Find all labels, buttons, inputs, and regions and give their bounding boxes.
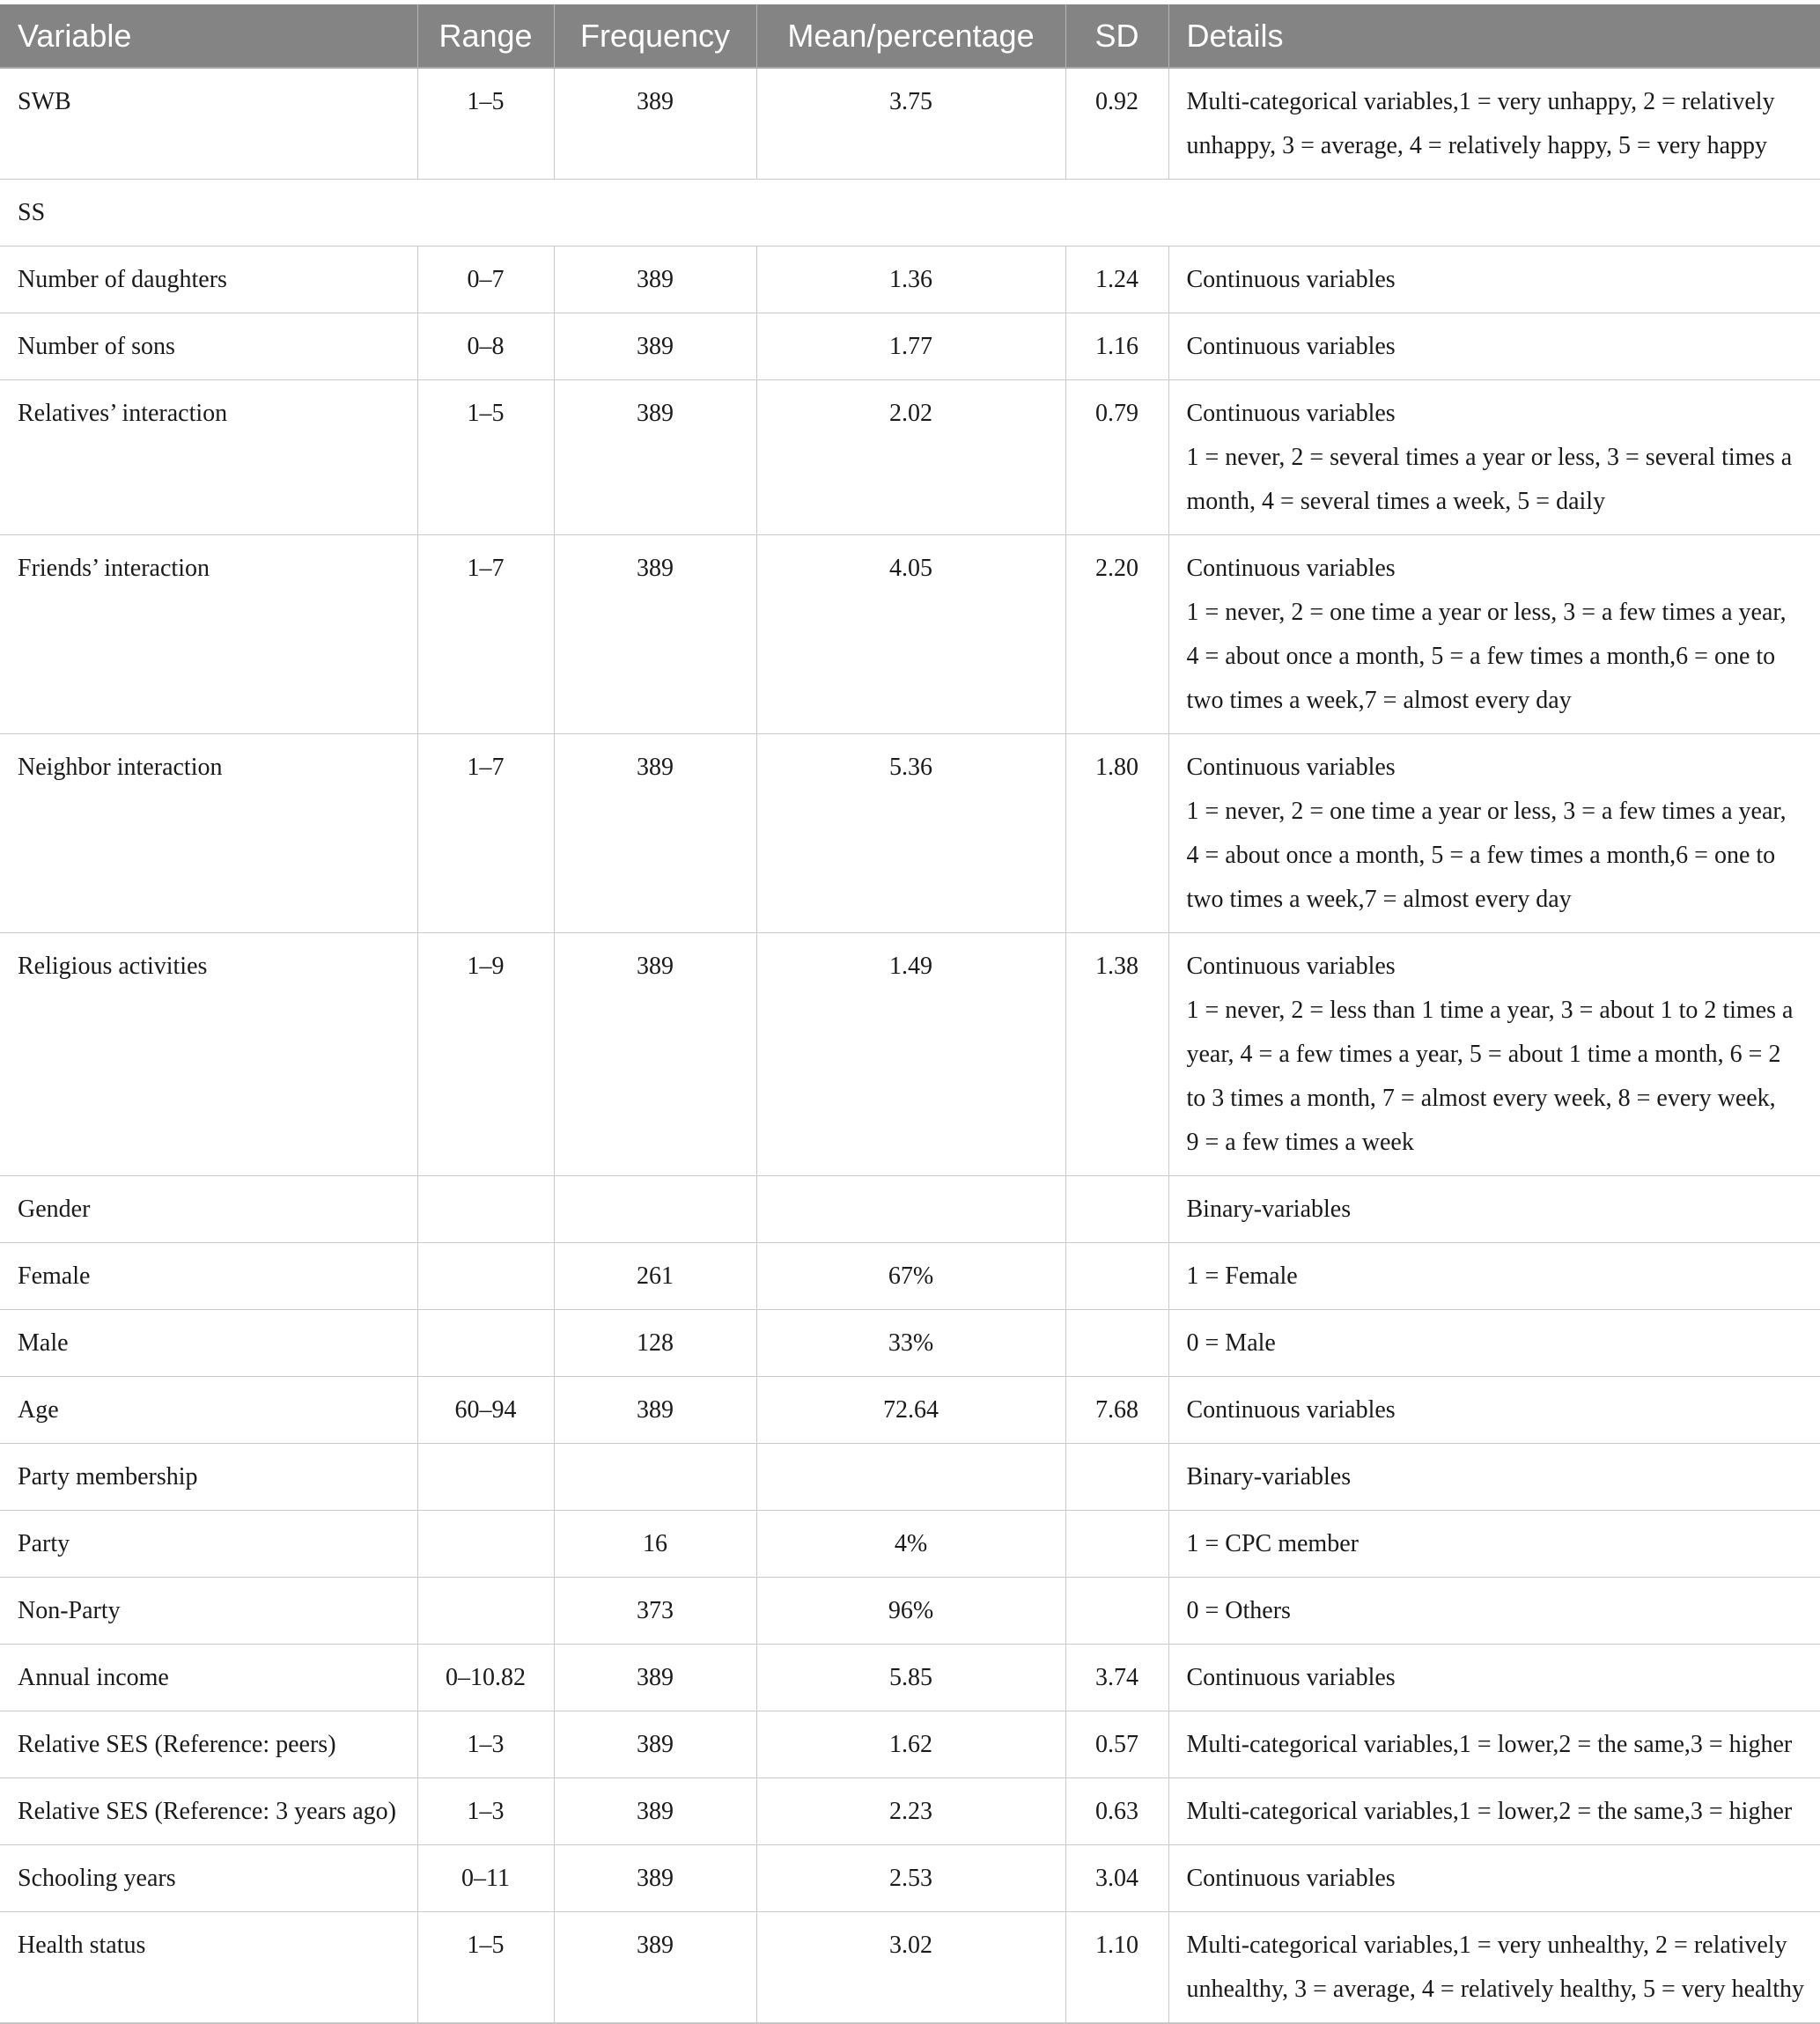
cell-variable: Religious activities <box>0 933 417 1176</box>
cell-sd: 3.04 <box>1065 1845 1168 1912</box>
cell-sd <box>1065 1310 1168 1377</box>
section-label: SS <box>0 180 1820 247</box>
details-line: Continuous variables <box>1186 555 1396 582</box>
cell-range: 1–7 <box>417 734 554 933</box>
cell-details <box>1168 1511 1820 1578</box>
table-row <box>0 1711 1820 1778</box>
cell-variable: Relative SES (Reference: peers) <box>0 1711 417 1778</box>
cell-details <box>1168 247 1820 313</box>
cell-range: 1–5 <box>417 380 554 535</box>
cell-details <box>1168 380 1820 535</box>
details-line: Continuous variables <box>1186 400 1396 427</box>
cell-mean-percentage: 3.75 <box>756 68 1065 180</box>
details-line: 4 = about once a month, 5 = a few times a month,6 = one to <box>1186 643 1776 670</box>
cell-range: 1–3 <box>417 1778 554 1845</box>
cell-frequency: 389 <box>554 68 756 180</box>
cell-mean-percentage <box>756 1444 1065 1511</box>
cell-frequency: 389 <box>554 313 756 380</box>
details-line: year, 4 = a few times a year, 5 = about 1 time a month, 6 = 2 <box>1186 1041 1781 1068</box>
cell-variable: Age <box>0 1377 417 1444</box>
cell-sd: 7.68 <box>1065 1377 1168 1444</box>
cell-details <box>1168 1176 1820 1243</box>
details-line: month, 4 = several times a week, 5 = daily <box>1186 488 1606 515</box>
table-body <box>0 68 1820 2023</box>
cell-mean-percentage: 5.36 <box>756 734 1065 933</box>
cell-range <box>417 1511 554 1578</box>
cell-frequency: 389 <box>554 933 756 1176</box>
details-line: unhappy, 3 = average, 4 = relatively happy, 5 = very happy <box>1186 132 1768 159</box>
cell-frequency: 261 <box>554 1243 756 1310</box>
cell-frequency: 389 <box>554 535 756 734</box>
cell-variable: Male <box>0 1310 417 1377</box>
cell-details <box>1168 1578 1820 1645</box>
cell-details <box>1168 1845 1820 1912</box>
cell-details <box>1168 933 1820 1176</box>
cell-frequency: 389 <box>554 1711 756 1778</box>
table-row <box>0 1778 1820 1845</box>
table-row <box>0 380 1820 535</box>
cell-variable: Gender <box>0 1176 417 1243</box>
table-row <box>0 535 1820 734</box>
cell-range: 0–7 <box>417 247 554 313</box>
table-row <box>0 1310 1820 1377</box>
header-mean-percentage: Mean/percentage <box>756 4 1065 68</box>
cell-frequency: 389 <box>554 1845 756 1912</box>
cell-range: 0–10.82 <box>417 1645 554 1711</box>
cell-mean-percentage: 33% <box>756 1310 1065 1377</box>
cell-variable: Relatives’ interaction <box>0 380 417 535</box>
cell-variable: Number of sons <box>0 313 417 380</box>
cell-mean-percentage: 5.85 <box>756 1645 1065 1711</box>
cell-variable: Schooling years <box>0 1845 417 1912</box>
cell-range <box>417 1444 554 1511</box>
table-row <box>0 1511 1820 1578</box>
cell-variable: Relative SES (Reference: 3 years ago) <box>0 1778 417 1845</box>
cell-mean-percentage: 1.36 <box>756 247 1065 313</box>
cell-mean-percentage: 72.64 <box>756 1377 1065 1444</box>
cell-frequency: 128 <box>554 1310 756 1377</box>
details-line: to 3 times a month, 7 = almost every week, 8 = every week, <box>1186 1085 1776 1112</box>
cell-range: 1–7 <box>417 535 554 734</box>
table-row <box>0 247 1820 313</box>
header-range: Range <box>417 4 554 68</box>
cell-range: 60–94 <box>417 1377 554 1444</box>
cell-details <box>1168 1645 1820 1711</box>
table-row <box>0 313 1820 380</box>
details-line: unhealthy, 3 = average, 4 = relatively healthy, 5 = very healthy <box>1186 1976 1804 2003</box>
cell-mean-percentage: 4% <box>756 1511 1065 1578</box>
table-row <box>0 734 1820 933</box>
cell-mean-percentage: 2.23 <box>756 1778 1065 1845</box>
cell-range <box>417 1176 554 1243</box>
details-line: 1 = CPC member <box>1186 1530 1359 1557</box>
cell-details <box>1168 1444 1820 1511</box>
cell-range: 1–3 <box>417 1711 554 1778</box>
details-line: Continuous variables <box>1186 266 1396 293</box>
cell-frequency: 389 <box>554 247 756 313</box>
cell-details <box>1168 1243 1820 1310</box>
cell-details <box>1168 313 1820 380</box>
cell-variable: Non-Party <box>0 1578 417 1645</box>
cell-sd: 1.16 <box>1065 313 1168 380</box>
details-line: two times a week,7 = almost every day <box>1186 886 1572 913</box>
cell-variable: Neighbor interaction <box>0 734 417 933</box>
cell-range: 0–11 <box>417 1845 554 1912</box>
cell-sd <box>1065 1578 1168 1645</box>
cell-sd <box>1065 1176 1168 1243</box>
details-line: Continuous variables <box>1186 333 1396 360</box>
details-line: Continuous variables <box>1186 953 1396 980</box>
details-line: 0 = Male <box>1186 1329 1276 1357</box>
cell-range <box>417 1310 554 1377</box>
cell-frequency: 389 <box>554 734 756 933</box>
cell-variable: Party membership <box>0 1444 417 1511</box>
cell-variable: Friends’ interaction <box>0 535 417 734</box>
cell-sd: 1.38 <box>1065 933 1168 1176</box>
cell-frequency: 389 <box>554 1778 756 1845</box>
details-line: 1 = Female <box>1186 1262 1298 1290</box>
details-line: Multi-categorical variables,1 = very unhealthy, 2 = relatively <box>1186 1932 1787 1959</box>
details-line: 1 = never, 2 = one time a year or less, 3 = a few times a year, <box>1186 599 1787 626</box>
details-line: 4 = about once a month, 5 = a few times a month,6 = one to <box>1186 842 1776 869</box>
table-row <box>0 1377 1820 1444</box>
table-row <box>0 1578 1820 1645</box>
details-line: 9 = a few times a week <box>1186 1129 1414 1156</box>
cell-sd: 3.74 <box>1065 1645 1168 1711</box>
cell-sd: 1.10 <box>1065 1912 1168 2024</box>
cell-frequency <box>554 1444 756 1511</box>
cell-mean-percentage: 1.77 <box>756 313 1065 380</box>
cell-range: 1–5 <box>417 1912 554 2024</box>
cell-variable: Party <box>0 1511 417 1578</box>
cell-frequency: 389 <box>554 1645 756 1711</box>
cell-frequency: 389 <box>554 380 756 535</box>
cell-details <box>1168 68 1820 180</box>
table-row <box>0 933 1820 1176</box>
cell-mean-percentage: 2.53 <box>756 1845 1065 1912</box>
table-row <box>0 1243 1820 1310</box>
cell-frequency <box>554 1176 756 1243</box>
table-row <box>0 1176 1820 1243</box>
cell-range: 1–9 <box>417 933 554 1176</box>
cell-sd <box>1065 1243 1168 1310</box>
details-line: Multi-categorical variables,1 = lower,2 = the same,3 = higher <box>1186 1731 1793 1758</box>
details-line: Multi-categorical variables,1 = very unhappy, 2 = relatively <box>1186 88 1775 115</box>
cell-sd: 1.24 <box>1065 247 1168 313</box>
table-row <box>0 1444 1820 1511</box>
cell-frequency: 373 <box>554 1578 756 1645</box>
cell-details <box>1168 734 1820 933</box>
details-line: Continuous variables <box>1186 754 1396 781</box>
cell-sd <box>1065 1511 1168 1578</box>
header-sd: SD <box>1065 4 1168 68</box>
header-frequency: Frequency <box>554 4 756 68</box>
details-line: 0 = Others <box>1186 1597 1291 1624</box>
cell-mean-percentage: 3.02 <box>756 1912 1065 2024</box>
cell-sd: 2.20 <box>1065 535 1168 734</box>
table-row <box>0 1912 1820 2024</box>
cell-mean-percentage: 4.05 <box>756 535 1065 734</box>
cell-variable: SWB <box>0 68 417 180</box>
table-row <box>0 68 1820 180</box>
cell-frequency: 389 <box>554 1912 756 2024</box>
cell-range: 1–5 <box>417 68 554 180</box>
details-line: two times a week,7 = almost every day <box>1186 687 1572 714</box>
cell-mean-percentage: 1.62 <box>756 1711 1065 1778</box>
cell-sd: 1.80 <box>1065 734 1168 933</box>
cell-range <box>417 1243 554 1310</box>
header-row <box>0 4 1820 68</box>
cell-mean-percentage: 96% <box>756 1578 1065 1645</box>
cell-variable: Annual income <box>0 1645 417 1711</box>
cell-details <box>1168 1778 1820 1845</box>
details-line: 1 = never, 2 = several times a year or less, 3 = several times a <box>1186 444 1793 471</box>
details-line: Continuous variables <box>1186 1865 1396 1892</box>
descriptive-statistics-table <box>0 4 1820 2024</box>
header-variable: Variable <box>0 4 417 68</box>
cell-sd <box>1065 1444 1168 1511</box>
cell-variable: Health status <box>0 1912 417 2024</box>
cell-frequency: 389 <box>554 1377 756 1444</box>
cell-sd: 0.92 <box>1065 68 1168 180</box>
cell-mean-percentage: 2.02 <box>756 380 1065 535</box>
table-row <box>0 180 1820 247</box>
cell-range: 0–8 <box>417 313 554 380</box>
cell-mean-percentage: 67% <box>756 1243 1065 1310</box>
cell-details <box>1168 1310 1820 1377</box>
details-line: Continuous variables <box>1186 1664 1396 1691</box>
cell-sd: 0.79 <box>1065 380 1168 535</box>
cell-details <box>1168 535 1820 734</box>
cell-variable: Female <box>0 1243 417 1310</box>
cell-sd: 0.57 <box>1065 1711 1168 1778</box>
cell-details <box>1168 1912 1820 2024</box>
cell-mean-percentage: 1.49 <box>756 933 1065 1176</box>
cell-variable: Number of daughters <box>0 247 417 313</box>
details-line: Continuous variables <box>1186 1396 1396 1424</box>
cell-range <box>417 1578 554 1645</box>
cell-mean-percentage <box>756 1176 1065 1243</box>
details-line: Multi-categorical variables,1 = lower,2 = the same,3 = higher <box>1186 1798 1793 1825</box>
cell-details <box>1168 1711 1820 1778</box>
header-details: Details <box>1168 4 1820 68</box>
details-line: 1 = never, 2 = one time a year or less, 3 = a few times a year, <box>1186 798 1787 825</box>
table-row <box>0 1845 1820 1912</box>
cell-frequency: 16 <box>554 1511 756 1578</box>
table-row <box>0 1645 1820 1711</box>
cell-sd: 0.63 <box>1065 1778 1168 1845</box>
details-line: 1 = never, 2 = less than 1 time a year, 3 = about 1 to 2 times a <box>1186 997 1794 1024</box>
cell-details <box>1168 1377 1820 1444</box>
details-line: Binary-variables <box>1186 1463 1352 1490</box>
details-line: Binary-variables <box>1186 1196 1352 1223</box>
